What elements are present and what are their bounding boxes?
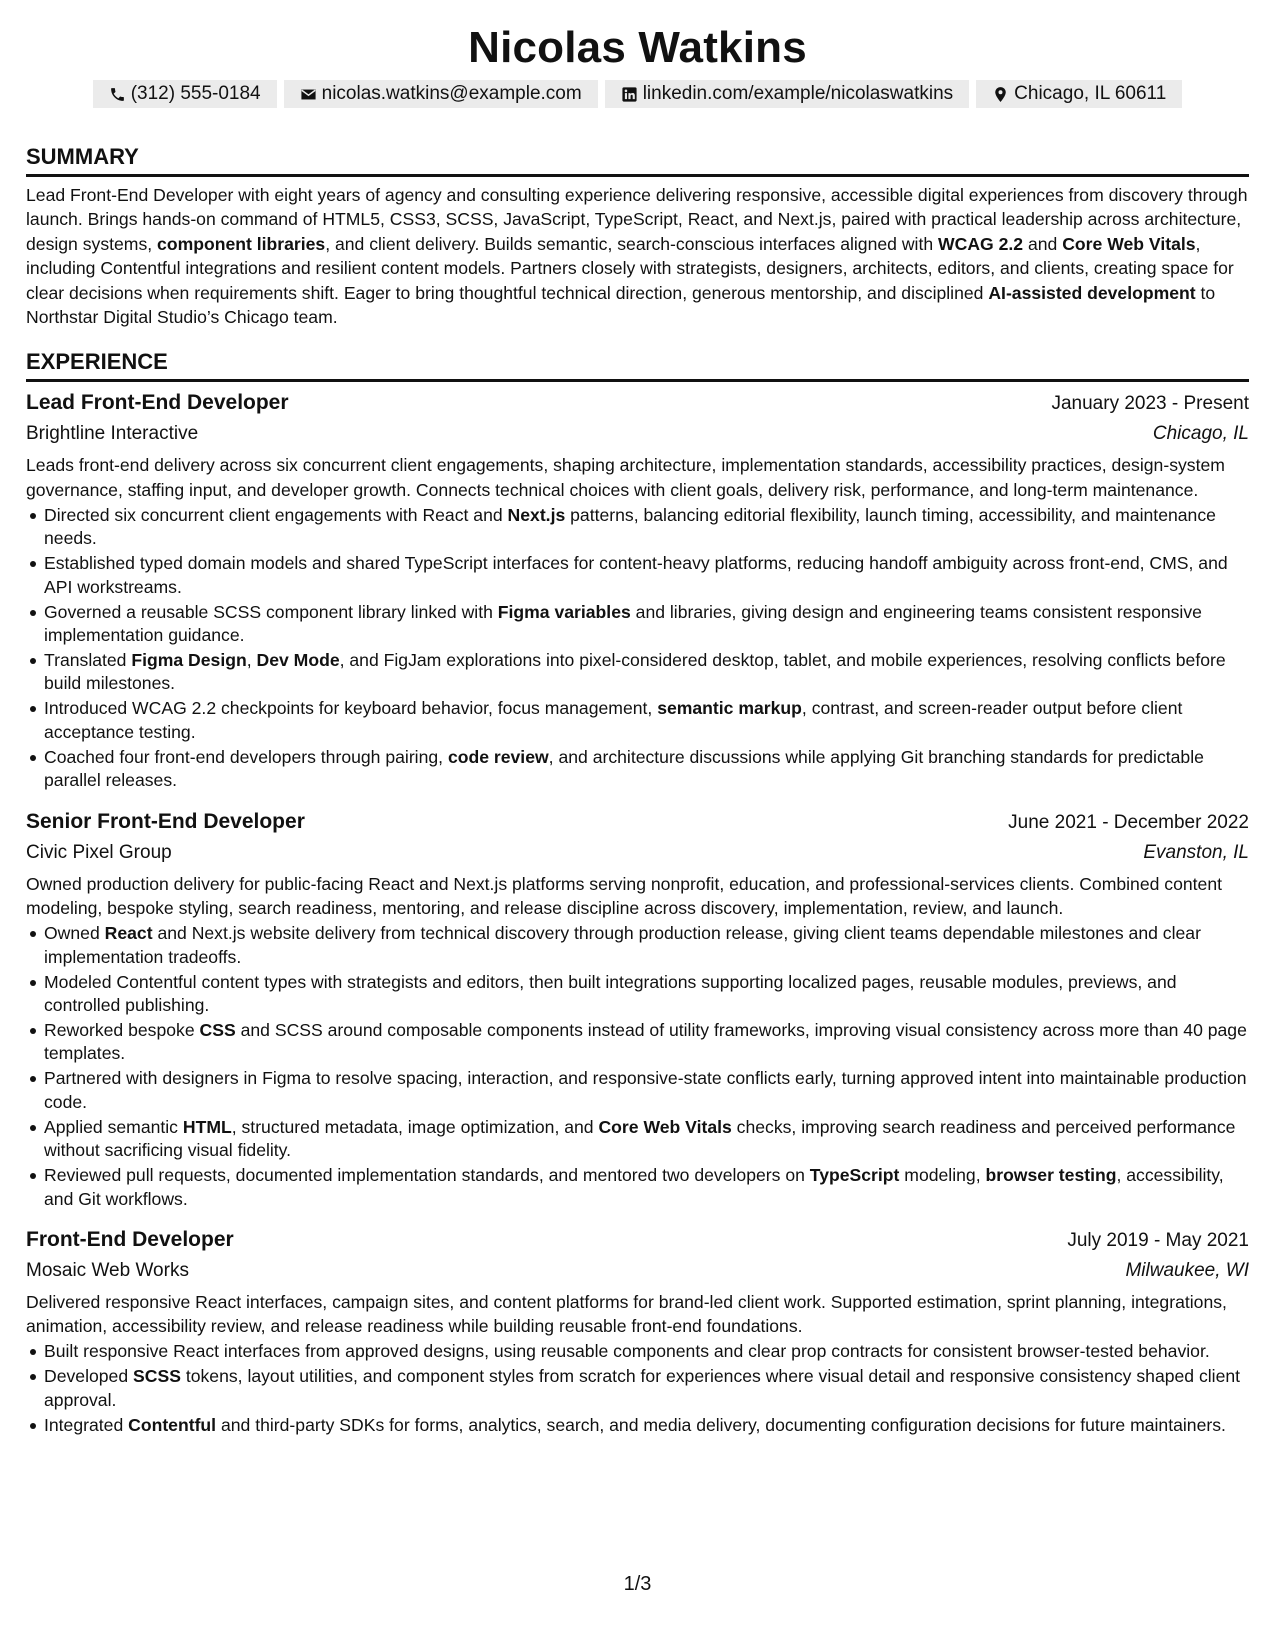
bold-keyword: Next.js (507, 504, 566, 525)
text-run: , contrast, and screen-reader output before client acceptance testing. (44, 698, 1183, 742)
contact-phone-text: (312) 555-0184 (130, 83, 261, 104)
job-bullets (26, 1340, 1249, 1437)
envelope-icon (300, 86, 317, 103)
contact-phone (93, 80, 277, 108)
map-pin-icon (992, 86, 1009, 103)
text-run: tokens, layout utilities, and component styles from scratch for experiences where visual detail and responsive consistency shaped client approval. (44, 1366, 1241, 1410)
bold-keyword: browser testing (985, 1165, 1117, 1186)
job-dates: July 2019 - May 2021 (1067, 1229, 1249, 1251)
text-run: to Northstar Digital Studio’s Chicago team. (26, 282, 1216, 328)
resume-content (26, 20, 1249, 1437)
bold-keyword: component libraries (157, 233, 326, 254)
candidate-name: Nicolas Watkins (468, 23, 807, 72)
company-name: Civic Pixel Group (26, 841, 172, 863)
linkedin-icon (621, 86, 638, 103)
summary-section (26, 142, 1249, 329)
job-dates: June 2021 - December 2022 (1008, 811, 1249, 833)
text-run: , structured metadata, image optimization, and (231, 1116, 599, 1137)
text-run: Translated (44, 650, 132, 671)
job-description: Leads front-end delivery across six concurrent client engagements, shaping architecture, implementation standards, accessibility practices, design-system governance, staffing input, and developer growth. Connects technical choices with client goals, delivery risk, performance, and long-term maintenance. (26, 455, 1225, 500)
experience-heading: EXPERIENCE (26, 347, 1249, 382)
job-location: Chicago, IL (1152, 423, 1249, 445)
bold-keyword: Core Web Vitals (1062, 233, 1196, 254)
text-run: Established typed domain models and shared TypeScript interfaces for content-heavy platforms, reducing handoff ambiguity across front-end, CMS, and API workstreams. (44, 553, 1228, 597)
experience-section (26, 347, 1249, 1437)
bold-keyword: Figma Design (131, 650, 247, 671)
bullet-item (44, 1414, 1249, 1437)
text-run: Coached four front-end developers through pairing, (44, 746, 448, 767)
job-description: Delivered responsive React interfaces, campaign sites, and content platforms for brand-led client work. Supported estimation, sprint planning, integrations, animation, accessibility review, and release readiness while building reusable front-end foundations. (26, 1291, 1227, 1337)
bold-keyword: Figma variables (497, 601, 631, 622)
bullet-item (44, 552, 1249, 599)
job-location: Milwaukee, WI (1125, 1259, 1249, 1281)
contact-email[interactable] (284, 80, 598, 108)
contact-linkedin[interactable] (605, 80, 969, 108)
text-run: Modeled Contentful content types with strategists and editors, then built integrations supporting localized pages, reusable modules, previews, and controlled publishing. (44, 971, 1177, 1015)
text-run: modeling, (899, 1165, 986, 1186)
bullet-item (44, 1164, 1249, 1211)
bold-keyword: semantic markup (657, 698, 802, 719)
bullet-item (44, 697, 1249, 744)
job-title: Front-End Developer (26, 1227, 234, 1251)
bullet-item (44, 649, 1249, 696)
company-name: Mosaic Web Works (26, 1259, 189, 1281)
contact-bar (26, 80, 1249, 108)
text-run: Integrated (44, 1414, 129, 1435)
text-run: Introduced WCAG 2.2 checkpoints for keyboard behavior, focus management, (44, 698, 658, 719)
summary-text (26, 183, 1249, 329)
page-indicator: 1/3 (623, 1573, 652, 1595)
phone-icon (109, 86, 126, 103)
text-run: and Next.js website delivery from technical discovery through production release, giving client teams dependable milestones and clear implementation tradeoffs. (44, 923, 1201, 967)
bold-keyword: code review (447, 746, 549, 767)
bold-keyword: WCAG 2.2 (938, 233, 1024, 254)
bold-keyword: CSS (199, 1019, 236, 1040)
job-dates: January 2023 - Present (1051, 393, 1249, 415)
job-entry (26, 807, 1249, 1211)
text-run: , (246, 650, 257, 671)
bold-keyword: Dev Mode (256, 650, 340, 671)
bullet-item (44, 1067, 1249, 1114)
text-run: Reviewed pull requests, documented implementation standards, and mentored two developers on (44, 1165, 810, 1186)
text-run: checks, improving search readiness and perceived performance without sacrificing visual fidelity. (44, 1116, 1236, 1161)
job-bullets (26, 922, 1249, 1211)
text-run: Built responsive React interfaces from approved designs, using reusable components and clear prop contracts for consistent browser-tested behavior. (44, 1341, 1210, 1362)
job-bullets (26, 504, 1249, 793)
contact-location (976, 80, 1182, 108)
contact-location-text: Chicago, IL 60611 (1014, 83, 1167, 104)
bold-keyword: SCSS (133, 1366, 181, 1387)
text-run: Owned (44, 923, 105, 944)
text-run: Partnered with designers in Figma to resolve spacing, interaction, and responsive-state conflicts early, turning approved intent into maintainable production code. (44, 1068, 1247, 1112)
text-run: , accessibility, and Git workflows. (44, 1165, 1224, 1209)
text-run: and third-party SDKs for forms, analytics, search, and media delivery, documenting configuration decisions for future maintainers. (216, 1414, 1226, 1435)
text-run: and (1023, 233, 1063, 254)
text-run: Reworked bespoke (44, 1019, 200, 1040)
summary-heading: SUMMARY (26, 142, 1249, 177)
text-run: Developed (44, 1366, 134, 1387)
text-run: , including Contentful integrations and resilient content models. Partners closely with strategists, designers, architects, editors, and clients, creating space for clear decisions when requirements shift. Eager to bring thoughtful technical direction, generous mentorship, and disciplined (26, 233, 1234, 303)
bold-keyword: Core Web Vitals (598, 1116, 732, 1137)
job-entry (26, 388, 1249, 792)
text-run: patterns, balancing editorial flexibility, launch timing, accessibility, and maintenance needs. (44, 504, 1216, 549)
job-title: Lead Front-End Developer (26, 391, 289, 415)
bullet-item (44, 1365, 1249, 1412)
text-run: and SCSS around composable components instead of utility frameworks, improving visual consistency across more than 40 page templates. (44, 1019, 1247, 1064)
text-run: Governed a reusable SCSS component library linked with (44, 601, 498, 622)
job-title: Senior Front-End Developer (26, 809, 305, 833)
bullet-item (44, 1340, 1249, 1363)
text-run: , and FigJam explorations into pixel-considered desktop, tablet, and mobile experiences, resolving conflicts before build milestones. (44, 650, 1226, 694)
text-run: and libraries, giving design and engineering teams consistent responsive implementation guidance. (44, 601, 1202, 646)
bold-keyword: HTML (182, 1116, 232, 1137)
text-run: Applied semantic (44, 1116, 183, 1137)
bold-keyword: React (104, 923, 153, 944)
company-name: Brightline Interactive (26, 423, 199, 445)
bullet-item (44, 922, 1249, 969)
job-location: Evanston, IL (1143, 841, 1249, 863)
contact-email-text[interactable]: nicolas.watkins@example.com (321, 83, 582, 104)
bullet-item (44, 746, 1249, 793)
bullet-item (44, 971, 1249, 1018)
bold-keyword: Contentful (128, 1414, 217, 1435)
job-description: Owned production delivery for public-facing React and Next.js platforms serving nonprofit, education, and professional-services clients. Combined content modeling, bespoke styling, search readiness, mentoring, and release discipline across discovery, implementation, review, and launch. (26, 873, 1223, 919)
bold-keyword: TypeScript (809, 1165, 900, 1186)
contact-linkedin-text[interactable]: linkedin.com/example/nicolaswatkins (642, 83, 954, 104)
text-run: , and client delivery. Builds semantic, search-conscious interfaces aligned with (325, 233, 939, 254)
job-entry (26, 1225, 1249, 1437)
bullet-item (44, 1019, 1249, 1066)
bullet-item (44, 1116, 1249, 1163)
text-run: Lead Front-End Developer with eight years of agency and consulting experience delivering responsive, accessible digital experiences from discovery through launch. Brings hands-on command of HTML5, CSS3, SCSS, JavaScript, TypeScript, React, and Next.js, paired with practical leadership across architecture, design systems, (26, 185, 1248, 254)
bold-keyword: AI-assisted development (988, 282, 1196, 303)
bullet-item (44, 601, 1249, 648)
text-run: Directed six concurrent client engagements with React and (44, 504, 508, 525)
text-run: , and architecture discussions while applying Git branching standards for predictable parallel releases. (44, 746, 1204, 791)
bullet-item (44, 504, 1249, 551)
